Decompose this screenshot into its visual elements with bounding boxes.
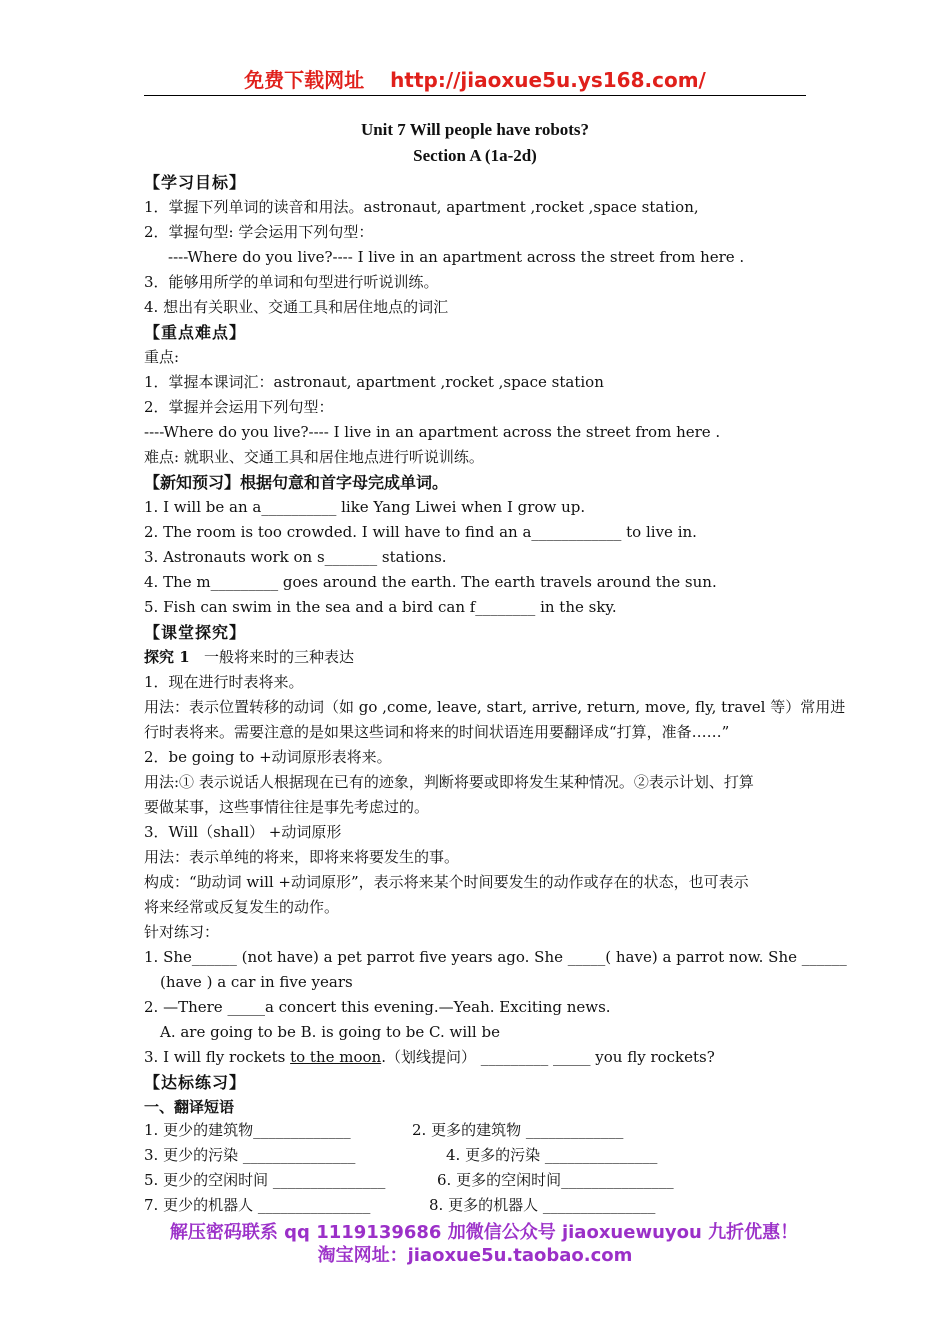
explore-subtitle	[144, 645, 809, 670]
explore-sub-text: 一般将来时的三种表达	[203, 648, 354, 666]
explore-line: 行时表将来。需要注意的是如果这些词和将来的时间状语连用要翻译成“打算，准备……”	[144, 723, 730, 741]
explore-line: 用法：表示单纯的将来，即将来将要发生的事。	[144, 848, 460, 866]
key-point-line: 2．掌握并会运用下列句型：	[144, 398, 334, 416]
translate-item: 8. 更多的机器人 _______________	[429, 1196, 656, 1214]
goal-item: 3．能够用所学的单词和句型进行听说训练。	[144, 273, 439, 291]
translate-item: 3. 更少的污染 _______________	[144, 1146, 356, 1164]
preview-item: 1. I will be an a__________ like Yang Liwei when I grow up.	[144, 498, 586, 516]
key-point-line: 难点: 就职业、交通工具和居住地点进行听说训练。	[144, 448, 484, 466]
q3-suffix: .（划线提问） _________ _____ you fly rockets?	[381, 1048, 715, 1066]
goals-heading: 【学习目标】	[144, 173, 247, 192]
footer-shop-url[interactable]: 淘宝网址：jiaoxue5u.taobao.com	[317, 1245, 633, 1266]
translate-item: 6. 更多的空闲时间_______________	[437, 1171, 674, 1189]
footer-contact: 解压密码联系 qq 1119139686 加微信公众号 jiaoxuewuyou 九折优惠！	[169, 1222, 799, 1243]
translate-item: 1. 更少的建筑物_____________	[144, 1121, 351, 1139]
explore-line: 针对练习：	[144, 923, 220, 941]
practice-item: 2. —There _____a concert this evening.—Yeah. Exciting news.	[144, 998, 611, 1016]
goal-item: 1．掌握下列单词的读音和用法。astronaut, apartment ,rocket ,space station,	[144, 198, 699, 216]
explore-line: 2．be going to +动词原形表将来。	[144, 748, 392, 766]
translate-item: 5. 更少的空闲时间 _______________	[144, 1171, 386, 1189]
exercise-heading: 【达标练习】	[144, 1073, 247, 1092]
unit-title: Unit 7 Will people have robots?	[360, 120, 590, 139]
explore-heading: 【课堂探究】	[144, 623, 247, 642]
preview-item: 2. The room is too crowded. I will have to find an a____________ to live in.	[144, 523, 697, 541]
header-url-link[interactable]: http://jiaoxue5u.ys168.com/	[390, 68, 706, 92]
explore-line: 构成：“助动词 will +动词原形”，表示将来某个时间要发生的动作或存在的状态，也可表示	[144, 873, 749, 891]
explore-line: 3．Will（shall） +动词原形	[144, 823, 342, 841]
practice-item: 1. She______ (not have) a pet parrot five years ago. She _____( have) a parrot now. She ______	[144, 948, 847, 966]
goal-item: 4. 想出有关职业、交通工具和居住地点的词汇	[144, 298, 449, 316]
section-title: Section A (1a-2d)	[413, 146, 537, 165]
explore-line: 1．现在进行时表将来。	[144, 673, 304, 691]
explore-sub-label: 探究 1	[144, 648, 190, 666]
explore-line: 要做某事，这些事情往往是事先考虑过的。	[144, 798, 430, 816]
key-point-line: 1．掌握本课词汇：astronaut, apartment ,rocket ,space station	[144, 373, 604, 391]
exercise-subheading: 一、翻译短语	[144, 1098, 235, 1116]
preview-item: 3. Astronauts work on s_______ stations.	[144, 548, 447, 566]
q3-underlined: to the moon	[290, 1048, 382, 1066]
key-points-heading: 【重点难点】	[144, 323, 247, 342]
key-point-line: 重点:	[144, 348, 180, 366]
preview-item: 4. The m_________ goes around the earth. The earth travels around the sun.	[144, 573, 717, 591]
q3-prefix: 3. I will fly rockets	[144, 1048, 291, 1066]
goal-item: ----Where do you live?---- I live in an apartment across the street from here .	[168, 248, 745, 266]
translate-item: 2. 更多的建筑物 _____________	[412, 1121, 624, 1139]
preview-heading: 【新知预习】根据句意和首字母完成单词。	[144, 473, 449, 492]
goal-item: 2．掌握句型: 学会运用下列句型：	[144, 223, 374, 241]
header-label: 免费下载网址	[244, 68, 365, 92]
explore-line: 用法：表示位置转移的动词（如 go ,come, leave, start, arrive, return, move, fly, travel 等）常用进	[144, 698, 846, 716]
practice-item: (have ) a car in five years	[160, 973, 353, 991]
key-point-line: ----Where do you live?---- I live in an apartment across the street from here .	[144, 423, 721, 441]
translate-item: 4. 更多的污染 _______________	[446, 1146, 658, 1164]
practice-options: A. are going to be B. is going to be C. will be	[160, 1023, 500, 1041]
explore-line: 将来经常或反复发生的动作。	[144, 898, 340, 916]
header-banner	[144, 64, 806, 95]
header-divider	[144, 95, 806, 96]
explore-line: 用法:① 表示说话人根据现在已有的迹象，判断将要或即将发生某种情况。②表示计划、打算	[144, 773, 754, 791]
translate-item: 7. 更少的机器人 _______________	[144, 1196, 371, 1214]
practice-item	[144, 1045, 809, 1070]
preview-item: 5. Fish can swim in the sea and a bird can f________ in the sky.	[144, 598, 617, 616]
